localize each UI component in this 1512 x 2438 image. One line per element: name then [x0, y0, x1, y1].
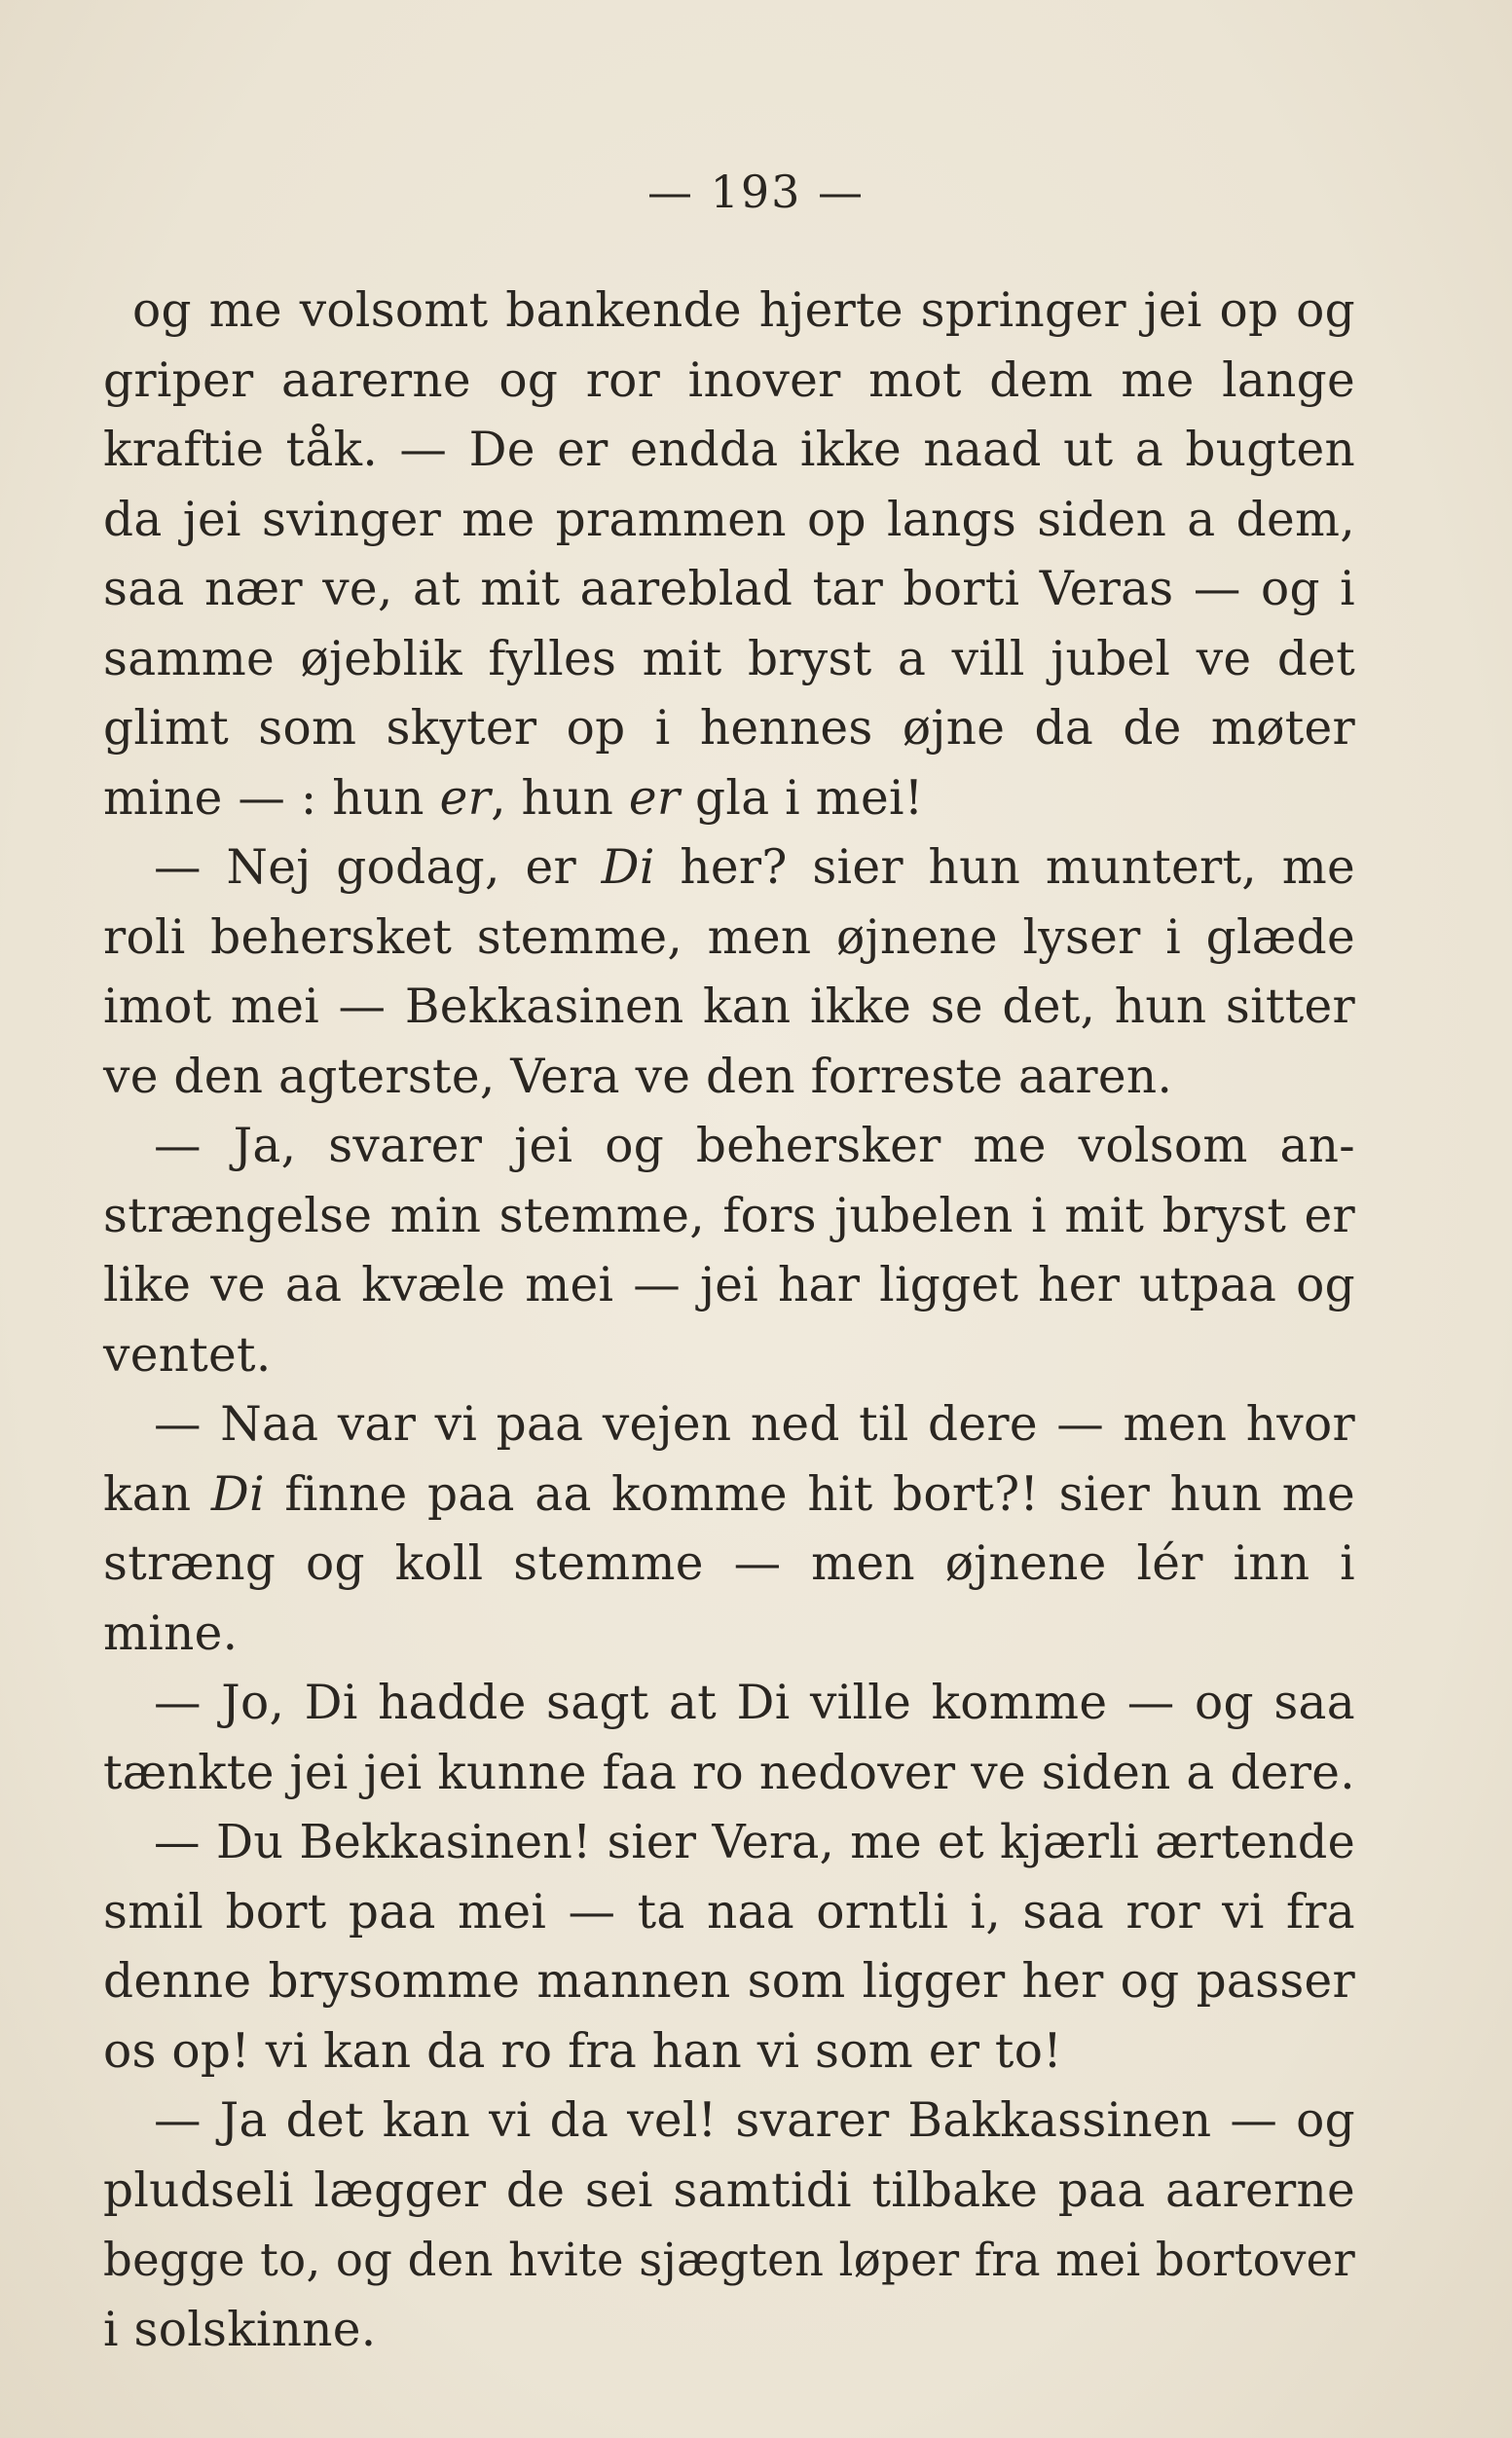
- text-line: like ve aa kvæle mei — jei har ligget her utpaa og: [103, 1258, 1355, 1312]
- text-line: — Nej godag, er Di her? sier hun muntert, me: [154, 840, 1355, 895]
- text-line: mine — : hun er, hun er gla i mei!: [103, 770, 924, 826]
- text-line: — Jo, Di hadde sagt at Di ville komme — og saa: [154, 1676, 1355, 1730]
- text-line: ve den agterste, Vera ve den forreste aaren.: [103, 1049, 1173, 1104]
- text-line: os op! vi kan da ro fra han vi som er to!: [103, 2023, 1062, 2079]
- text-line: glimt som skyter op i hennes øjne da de møter: [103, 701, 1355, 756]
- text-line: griper aarerne og ror inover mot dem me lange: [103, 352, 1355, 408]
- text-line: ventet.: [103, 1327, 272, 1383]
- page-number: — 193 —: [646, 166, 866, 218]
- text-line: — Du Bekkasinen! sier Vera, me et kjærli ærtende: [154, 1816, 1355, 1869]
- text-line: mine.: [103, 1606, 239, 1661]
- body-text: [103, 277, 1355, 2365]
- text-line: kraftie tåk. — De er endda ikke naad ut a bugten: [103, 423, 1355, 477]
- text-line: begge to, og den hvite sjægten løper fra mei bortover: [103, 2234, 1355, 2286]
- text-line: kan Di finne paa aa komme hit bort?! sier hun me: [103, 1466, 1355, 1522]
- text-line: roli behersket stemme, men øjnene lyser i glæde: [103, 909, 1355, 965]
- text-line: — Ja, svarer jei og behersker me volsom an-: [154, 1119, 1355, 1173]
- text-line: smil bort paa mei — ta naa orntli i, saa ror vi fra: [103, 1884, 1355, 1939]
- text-line: og me volsomt bankende hjerte springer jei op og: [132, 283, 1355, 338]
- text-line: tænkte jei jei kunne faa ro nedover ve siden a dere.: [103, 1745, 1355, 1800]
- text-line: stræng og koll stemme — men øjnene lér inn i: [103, 1536, 1355, 1591]
- text-line: saa nær ve, at mit aareblad tar borti Veras — og i: [103, 562, 1355, 616]
- text-line: pludseli lægger de sei samtidi tilbake paa aarerne: [103, 2162, 1355, 2218]
- text-line: samme øjeblik fylles mit bryst a vill jubel ve det: [103, 631, 1355, 686]
- text-line: da jei svinger me prammen op langs siden a dem,: [103, 492, 1355, 547]
- text-line: — Naa var vi paa vejen ned til dere — men hvor: [154, 1397, 1355, 1452]
- text-line: denne brysomme mannen som ligger her og passer: [103, 1954, 1355, 2009]
- text-line: imot mei — Bekkasinen kan ikke se det, hun sitter: [103, 979, 1355, 1034]
- text-line: strængelse min stemme, fors jubelen i mit bryst er: [103, 1188, 1355, 1243]
- text-line: — Ja det kan vi da vel! svarer Bakkassinen — og: [154, 2093, 1355, 2148]
- text-line: i solskinne.: [103, 2302, 377, 2357]
